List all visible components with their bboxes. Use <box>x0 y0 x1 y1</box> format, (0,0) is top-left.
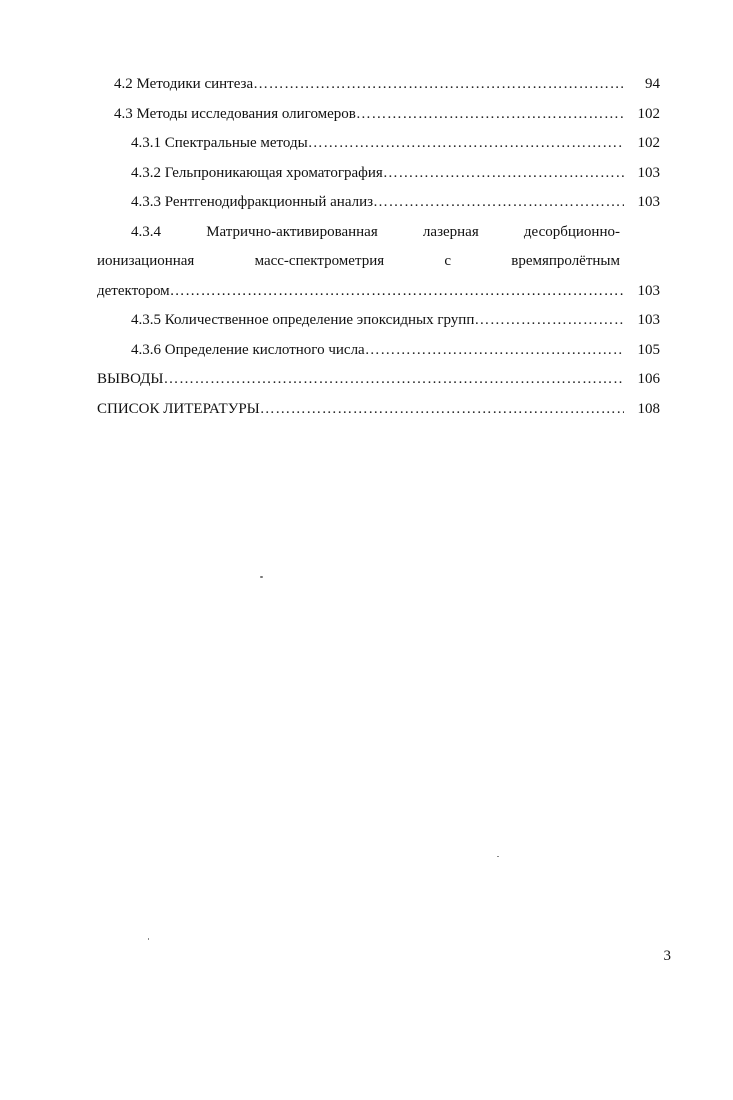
dot-leader <box>474 306 624 336</box>
scan-speck <box>148 938 149 940</box>
toc-entry-conclusions <box>97 365 660 395</box>
toc-word: масс-спектрометрия <box>254 253 385 269</box>
toc-entry-title: 4.3.3 Рентгенодифракционный анализ <box>131 194 374 210</box>
toc-entry-page: 102 <box>637 105 660 122</box>
toc-entry-title: СПИСОК ЛИТЕРАТУРЫ <box>97 400 260 417</box>
dot-leader <box>373 188 624 218</box>
dot-leader <box>260 395 624 425</box>
dot-leader <box>253 70 624 100</box>
toc-word: с <box>444 253 452 269</box>
toc-word: 4.3.4 <box>131 223 161 240</box>
toc-entry-title: 4.3.6 Определение кислотного числа <box>131 341 365 358</box>
toc-entry-4-3-6 <box>97 336 660 366</box>
toc-entry-title: 4.3.2 Гельпроникающая хроматография <box>131 164 383 181</box>
dot-leader <box>356 100 624 130</box>
scan-speck <box>497 856 499 857</box>
dot-leader <box>308 129 624 159</box>
toc-entry-title: детектором <box>97 282 170 299</box>
toc-word: Матрично-активированная <box>206 223 378 240</box>
toc-entry-title: 4.3.1 Спектральные методы <box>131 135 308 151</box>
toc-entry-page: 94 <box>645 76 660 92</box>
toc-entry-title: ВЫВОДЫ <box>97 371 164 387</box>
toc-entry-line <box>97 247 620 277</box>
toc-entry-line <box>97 277 660 307</box>
toc-word: десорбционно- <box>523 223 620 240</box>
toc-entry-references <box>97 395 660 425</box>
toc-entry-page: 103 <box>637 194 660 210</box>
scan-speck <box>260 576 263 578</box>
toc-entry-4-3-1 <box>97 129 660 159</box>
toc-word: лазерная <box>422 223 479 240</box>
toc-entry-page: 103 <box>637 282 660 299</box>
dot-leader <box>164 365 625 395</box>
toc-entry-page: 102 <box>637 135 660 151</box>
toc-entry-page: 106 <box>637 371 660 387</box>
dot-leader <box>383 159 624 189</box>
toc-entry-4-3-3 <box>97 188 660 218</box>
toc-entry-4-3 <box>97 100 660 130</box>
toc-entry-4-3-5 <box>97 306 660 336</box>
toc-entry-title: 4.3 Методы исследования олигомеров <box>114 105 356 122</box>
dot-leader <box>365 336 624 366</box>
toc-entry-4-2 <box>97 70 660 100</box>
page-number: 3 <box>663 948 671 964</box>
toc-entry-4-3-4 <box>97 218 660 307</box>
toc-entry-page: 103 <box>637 312 660 328</box>
table-of-contents <box>97 70 660 424</box>
toc-entry-title: 4.2 Методики синтеза <box>114 76 254 92</box>
toc-word: ионизационная <box>97 253 195 269</box>
dot-leader <box>170 277 624 307</box>
toc-entry-page: 105 <box>637 341 660 358</box>
toc-entry-4-3-2 <box>97 159 660 189</box>
toc-word: времяпролётным <box>511 253 620 269</box>
toc-entry-line <box>131 218 620 248</box>
toc-entry-page: 108 <box>637 400 660 417</box>
toc-entry-title: 4.3.5 Количественное определение эпоксидных групп <box>131 312 475 328</box>
toc-entry-page: 103 <box>637 164 660 181</box>
